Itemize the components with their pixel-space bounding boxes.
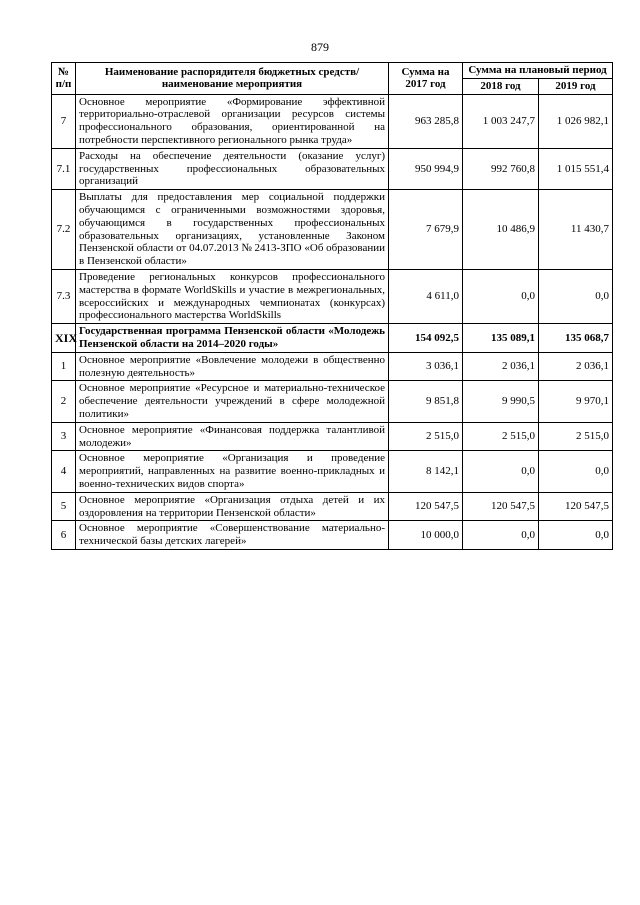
row-sum-2018: 992 760,8 bbox=[463, 148, 539, 189]
row-sum-2019: 0,0 bbox=[539, 451, 613, 492]
table-row bbox=[52, 381, 613, 422]
row-sum-2019: 135 068,7 bbox=[539, 324, 613, 353]
row-sum-2018: 10 486,9 bbox=[463, 190, 539, 270]
header-name: Наименование распорядителя бюджетных средств/ наименование мероприятия bbox=[76, 63, 389, 95]
row-sum-2019: 11 430,7 bbox=[539, 190, 613, 270]
budget-table bbox=[51, 62, 613, 550]
row-number: 2 bbox=[52, 381, 76, 422]
row-sum-2019: 0,0 bbox=[539, 269, 613, 323]
header-year-2018: 2018 год bbox=[463, 78, 539, 94]
row-name: Основное мероприятие «Совершенствование материально-технической базы детских лагерей» bbox=[76, 521, 389, 550]
table-row bbox=[52, 451, 613, 492]
header-year-2019: 2019 год bbox=[539, 78, 613, 94]
row-name: Проведение региональных конкурсов профессионального мастерства в формате WorldSkills и участие в межрегиональных, всероссийских и международных чемпионатах (конкурсах) профессионального мастерства WorldSkills bbox=[76, 269, 389, 323]
table-row bbox=[52, 324, 613, 353]
row-number: 1 bbox=[52, 352, 76, 381]
row-sum-2018: 2 515,0 bbox=[463, 422, 539, 451]
row-sum-2017: 4 611,0 bbox=[389, 269, 463, 323]
table-header bbox=[52, 63, 613, 95]
header-sum-2017: Сумма на 2017 год bbox=[389, 63, 463, 95]
row-number: 5 bbox=[52, 492, 76, 521]
row-name: Основное мероприятие «Формирование эффективной территориально-отраслевой организации ресурсов системы профессионального образования, ориентированной на потребности перспективного регионального рынка труда» bbox=[76, 94, 389, 148]
row-sum-2019: 1 026 982,1 bbox=[539, 94, 613, 148]
row-sum-2017: 3 036,1 bbox=[389, 352, 463, 381]
row-sum-2018: 1 003 247,7 bbox=[463, 94, 539, 148]
row-sum-2019: 2 036,1 bbox=[539, 352, 613, 381]
table-row bbox=[52, 269, 613, 323]
row-name: Расходы на обеспечение деятельности (оказание услуг) государственных профессиональных образовательных организаций bbox=[76, 148, 389, 189]
row-name: Основное мероприятие «Вовлечение молодежи в общественно полезную деятельность» bbox=[76, 352, 389, 381]
row-sum-2017: 950 994,9 bbox=[389, 148, 463, 189]
row-sum-2018: 0,0 bbox=[463, 269, 539, 323]
row-sum-2017: 154 092,5 bbox=[389, 324, 463, 353]
table-body bbox=[52, 94, 613, 549]
row-sum-2019: 0,0 bbox=[539, 521, 613, 550]
table-row bbox=[52, 190, 613, 270]
table-row bbox=[52, 94, 613, 148]
table-row bbox=[52, 148, 613, 189]
row-sum-2017: 8 142,1 bbox=[389, 451, 463, 492]
row-name: Государственная программа Пензенской области «Молодежь Пензенской области на 2014–2020 годы» bbox=[76, 324, 389, 353]
row-sum-2018: 0,0 bbox=[463, 521, 539, 550]
row-sum-2019: 2 515,0 bbox=[539, 422, 613, 451]
row-sum-2018: 9 990,5 bbox=[463, 381, 539, 422]
row-number: 3 bbox=[52, 422, 76, 451]
row-sum-2017: 9 851,8 bbox=[389, 381, 463, 422]
row-number: 6 bbox=[52, 521, 76, 550]
row-sum-2017: 7 679,9 bbox=[389, 190, 463, 270]
row-sum-2017: 963 285,8 bbox=[389, 94, 463, 148]
row-sum-2019: 1 015 551,4 bbox=[539, 148, 613, 189]
row-number: 7.3 bbox=[52, 269, 76, 323]
header-num: № п/п bbox=[52, 63, 76, 95]
row-name: Выплаты для предоставления мер социальной поддержки обучающимся с ограниченными возможностями здоровья, обучающимся в государственных профессиональных образовательных организациях, установленные Законом Пензенской области от 04.07.2013 № 2413-ЗПО «Об образовании в Пензенской области» bbox=[76, 190, 389, 270]
row-name: Основное мероприятие «Ресурсное и материально-техническое обеспечение деятельности учреждений в сфере молодежной политики» bbox=[76, 381, 389, 422]
row-number: 7.2 bbox=[52, 190, 76, 270]
row-number: 4 bbox=[52, 451, 76, 492]
row-sum-2017: 10 000,0 bbox=[389, 521, 463, 550]
table-row bbox=[52, 422, 613, 451]
table-row bbox=[52, 352, 613, 381]
row-sum-2019: 120 547,5 bbox=[539, 492, 613, 521]
row-sum-2018: 135 089,1 bbox=[463, 324, 539, 353]
table-row bbox=[52, 492, 613, 521]
page-number: 879 bbox=[311, 40, 329, 54]
row-sum-2018: 120 547,5 bbox=[463, 492, 539, 521]
row-number: 7 bbox=[52, 94, 76, 148]
table-row bbox=[52, 521, 613, 550]
row-name: Основное мероприятие «Организация отдыха детей и их оздоровления на территории Пензенской области» bbox=[76, 492, 389, 521]
row-name: Основное мероприятие «Финансовая поддержка талантливой молодежи» bbox=[76, 422, 389, 451]
row-number: 7.1 bbox=[52, 148, 76, 189]
header-planned-period: Сумма на плановый период bbox=[463, 63, 613, 79]
row-sum-2018: 0,0 bbox=[463, 451, 539, 492]
row-sum-2017: 120 547,5 bbox=[389, 492, 463, 521]
row-sum-2018: 2 036,1 bbox=[463, 352, 539, 381]
row-number: XIX bbox=[52, 324, 76, 353]
row-sum-2019: 9 970,1 bbox=[539, 381, 613, 422]
row-sum-2017: 2 515,0 bbox=[389, 422, 463, 451]
row-name: Основное мероприятие «Организация и проведение мероприятий, направленных на развитие военно-прикладных и военно-технических видов спорта» bbox=[76, 451, 389, 492]
